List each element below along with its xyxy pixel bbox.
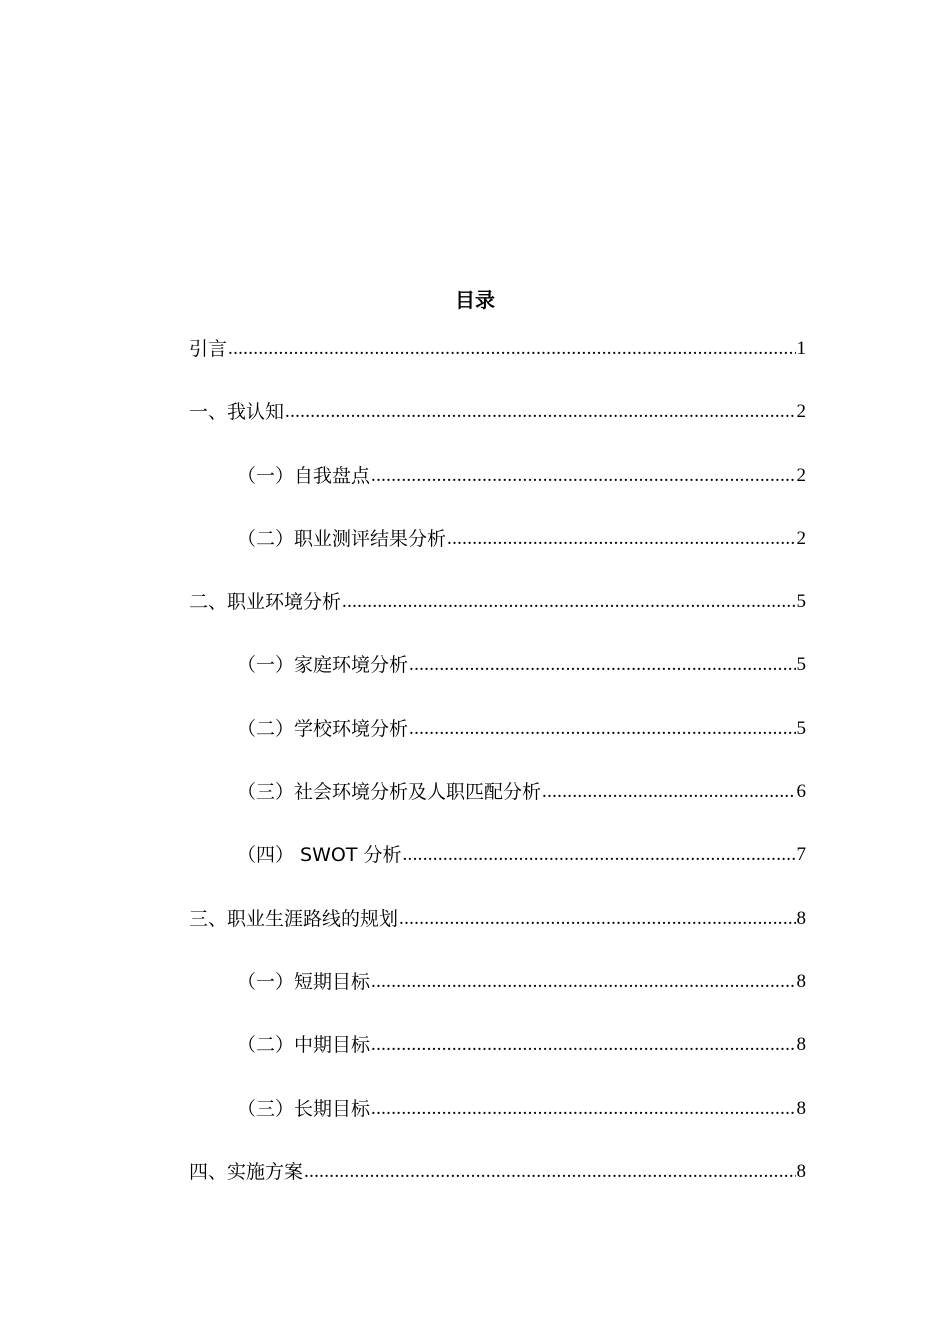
toc-entry-environment-analysis[interactable] (189, 588, 806, 651)
toc-entry-swot-analysis[interactable] (189, 841, 806, 904)
toc-entry-label: 三、职业生涯路线的规划 (189, 907, 399, 930)
toc-dot-leader (399, 905, 795, 933)
toc-dot-leader (304, 1158, 795, 1186)
toc-entry-page: 8 (796, 1160, 806, 1182)
toc-entry-self-inventory[interactable] (189, 462, 806, 525)
toc-dot-leader (371, 968, 795, 996)
toc-entry-label: 二、职业环境分析 (189, 591, 342, 614)
toc-entry-label: 引言 (189, 338, 228, 360)
toc-entry-page: 2 (796, 464, 806, 486)
toc-entry-label: （二）职业测评结果分析 (237, 527, 447, 550)
toc-entry-career-path[interactable] (189, 905, 806, 968)
toc-entry-long-term-goals[interactable] (189, 1095, 806, 1158)
toc-entry-assessment-analysis[interactable] (189, 525, 806, 588)
toc-entry-page: 5 (796, 591, 806, 613)
toc-dot-leader (447, 525, 795, 553)
toc-entry-label: （一）自我盘点 (237, 464, 371, 487)
toc-dot-leader (403, 841, 796, 869)
toc-list (189, 335, 806, 1221)
toc-entry-mid-term-goals[interactable] (189, 1031, 806, 1094)
toc-title: 目录 (455, 288, 495, 312)
toc-entry-social-environment[interactable] (189, 778, 806, 841)
toc-dot-leader (285, 398, 795, 426)
toc-entry-short-term-goals[interactable] (189, 968, 806, 1031)
toc-entry-page: 7 (796, 844, 806, 866)
toc-entry-page: 8 (796, 970, 806, 992)
toc-entry-intro[interactable] (189, 335, 806, 398)
toc-entry-page: 8 (796, 907, 806, 929)
toc-dot-leader (371, 462, 795, 490)
toc-dot-leader (542, 778, 795, 806)
toc-entry-page: 8 (796, 1097, 806, 1119)
toc-dot-leader (228, 335, 795, 363)
toc-entry-page: 5 (796, 717, 806, 739)
toc-entry-page: 1 (796, 338, 806, 359)
toc-entry-label: （一）家庭环境分析 (237, 654, 409, 677)
toc-entry-self-knowledge[interactable] (189, 398, 806, 461)
toc-entry-label: （一）短期目标 (237, 970, 371, 993)
toc-entry-family-environment[interactable] (189, 651, 806, 714)
toc-entry-page: 8 (796, 1034, 806, 1056)
toc-entry-school-environment[interactable] (189, 715, 806, 778)
toc-dot-leader (371, 1031, 795, 1059)
toc-entry-label: （三）长期目标 (237, 1097, 371, 1120)
toc-entry-implementation-plan[interactable] (189, 1158, 806, 1221)
toc-entry-label: （四） SWOT 分析 (237, 844, 402, 867)
toc-dot-leader (342, 588, 795, 616)
toc-entry-label: 一、我认知 (189, 401, 285, 424)
toc-entry-page: 2 (796, 527, 806, 549)
toc-entry-label: （二）学校环境分析 (237, 717, 409, 740)
toc-entry-page: 6 (796, 781, 806, 803)
toc-dot-leader (371, 1095, 795, 1123)
toc-entry-label: （二）中期目标 (237, 1034, 371, 1057)
toc-entry-label: 四、实施方案 (189, 1160, 304, 1183)
toc-entry-page: 2 (796, 401, 806, 423)
toc-entry-page: 5 (796, 654, 806, 676)
toc-dot-leader (409, 651, 795, 679)
toc-entry-label: （三）社会环境分析及人职匹配分析 (237, 781, 542, 804)
toc-dot-leader (409, 715, 795, 743)
